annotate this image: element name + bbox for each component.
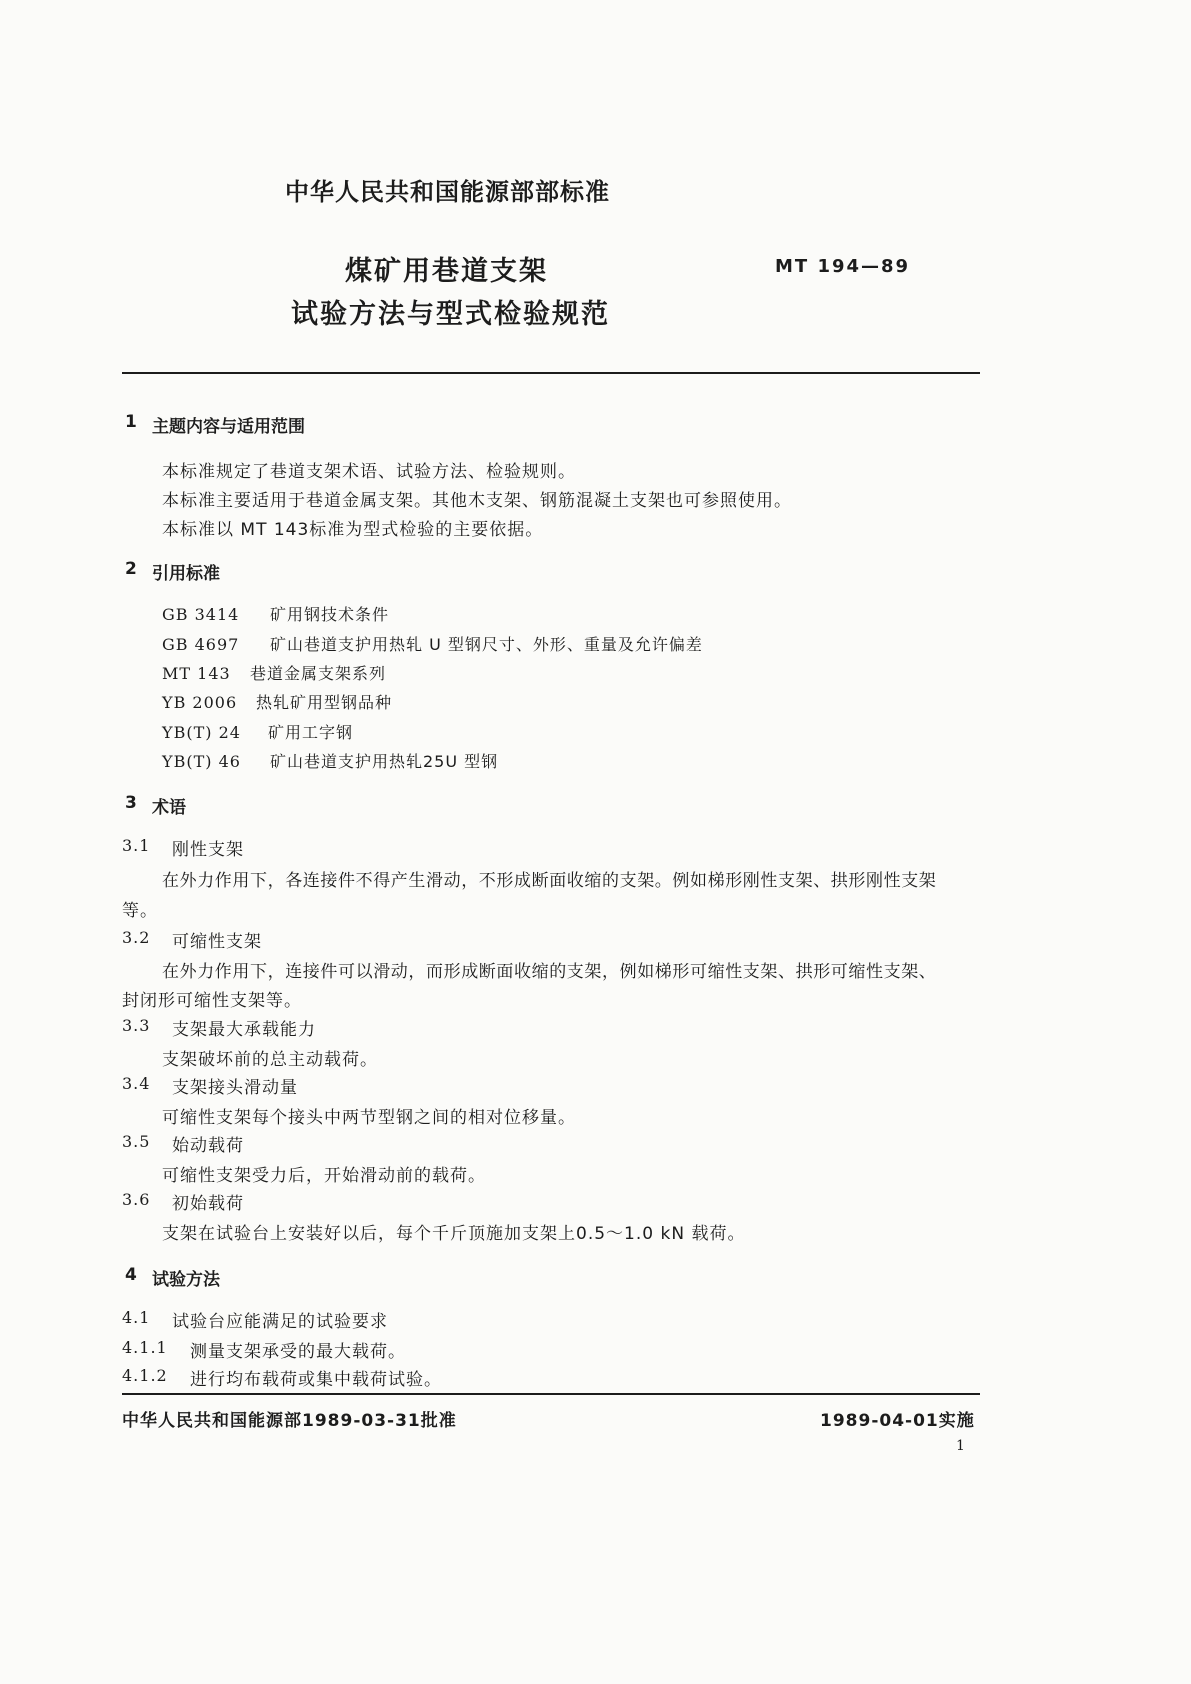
term-number: 3.1 [122, 836, 151, 855]
approval-date: 中华人民共和国能源部1989-03-31批准 [122, 1411, 457, 1431]
section1-number: 1 [125, 412, 137, 432]
reference-code: GB 4697 [162, 635, 240, 654]
clause-number: 4.1.1 [122, 1338, 168, 1357]
section2-number: 2 [125, 559, 137, 579]
clause-text: 测量支架承受的最大载荷。 [190, 1342, 406, 1362]
reference-item [162, 661, 386, 684]
clause-number: 4.1 [122, 1308, 151, 1327]
standard-number: MT 194—89 [775, 256, 911, 277]
reference-item [162, 720, 353, 743]
term-number: 3.4 [122, 1074, 151, 1093]
reference-code: YB 2006 [162, 693, 238, 712]
section4-title: 试验方法 [152, 1270, 220, 1290]
clause-number: 4.1.2 [122, 1366, 168, 1385]
term-title: 可缩性支架 [172, 932, 262, 952]
section2-title: 引用标准 [152, 564, 220, 584]
reference-title: 矿山巷道支护用热轧 U 型钢尺寸、外形、重量及允许偏差 [270, 635, 703, 654]
term-definition: 支架破坏前的总主动载荷。 [162, 1050, 378, 1070]
reference-code: YB(T) 46 [162, 752, 241, 771]
issuing-authority: 中华人民共和国能源部部标准 [285, 178, 610, 206]
term-definition: 支架在试验台上安装好以后，每个千斤顶施加支架上0.5～1.0 kN 载荷。 [162, 1224, 746, 1244]
reference-code: MT 143 [162, 664, 231, 683]
term-title: 初始载荷 [172, 1194, 244, 1214]
term-number: 3.5 [122, 1132, 151, 1151]
term-definition: 可缩性支架每个接头中两节型钢之间的相对位移量。 [162, 1108, 576, 1128]
section4-number: 4 [125, 1265, 137, 1285]
page-number: 1 [956, 1438, 965, 1454]
term-number: 3.6 [122, 1190, 151, 1209]
section1-title: 主题内容与适用范围 [152, 417, 305, 437]
section3-title: 术语 [152, 798, 186, 818]
term-definition: 在外力作用下，连接件可以滑动，而形成断面收缩的支架，例如梯形可缩性支架、拱形可缩性支架、 [162, 962, 937, 982]
term-title: 支架最大承载能力 [172, 1020, 316, 1040]
term-title: 刚性支架 [172, 840, 244, 860]
term-definition-continued: 封闭形可缩性支架等。 [122, 991, 302, 1011]
reference-title: 巷道金属支架系列 [250, 664, 387, 683]
footer-rule [122, 1393, 980, 1395]
reference-title: 矿用钢技术条件 [270, 605, 390, 624]
reference-item [162, 690, 392, 713]
term-definition: 在外力作用下，各连接件不得产生滑动，不形成断面收缩的支架。例如梯形刚性支架、拱形刚性支架 [162, 871, 937, 891]
term-definition: 可缩性支架受力后，开始滑动前的载荷。 [162, 1166, 486, 1186]
reference-title: 矿山巷道支护用热轧25U 型钢 [270, 752, 499, 771]
term-number: 3.3 [122, 1016, 151, 1035]
reference-code: YB(T) 24 [162, 723, 241, 742]
clause-text: 试验台应能满足的试验要求 [172, 1312, 388, 1332]
section1-paragraph: 本标准以 MT 143标准为型式检验的主要依据。 [162, 520, 544, 540]
term-title: 支架接头滑动量 [172, 1078, 298, 1098]
term-definition-continued: 等。 [122, 901, 158, 921]
document-title-line2: 试验方法与型式检验规范 [291, 299, 610, 330]
clause-text: 进行均布载荷或集中载荷试验。 [190, 1370, 442, 1390]
section3-number: 3 [125, 793, 137, 813]
section1-paragraph: 本标准规定了巷道支架术语、试验方法、检验规则。 [162, 462, 576, 482]
document-title-line1: 煤矿用巷道支架 [345, 256, 548, 287]
effective-date: 1989-04-01实施 [820, 1411, 975, 1431]
header-rule [122, 372, 980, 374]
reference-item [162, 749, 498, 772]
reference-code: GB 3414 [162, 605, 240, 624]
term-title: 始动载荷 [172, 1136, 244, 1156]
reference-item [162, 632, 703, 655]
reference-item [162, 602, 389, 625]
section1-paragraph: 本标准主要适用于巷道金属支架。其他木支架、钢筋混凝土支架也可参照使用。 [162, 491, 792, 511]
term-number: 3.2 [122, 928, 151, 947]
reference-title: 矿用工字钢 [268, 723, 354, 742]
reference-title: 热轧矿用型钢品种 [256, 693, 393, 712]
